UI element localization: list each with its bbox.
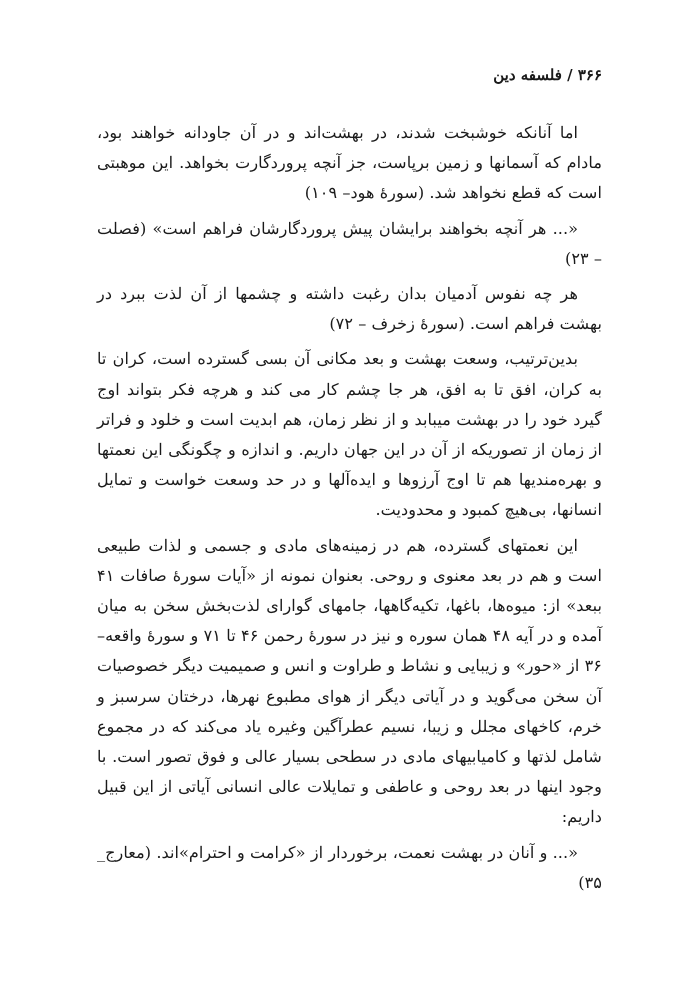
paragraph: هر چه نفوس آدمیان بدان رغبت داشته و چشمها از آن لذت ببرد در بهشت فراهم است. (سورهٔ زخرف – ۷۲) [97, 284, 602, 334]
body-text [97, 118, 602, 898]
running-header: ۳۶۶ / فلسفه دین [493, 66, 602, 84]
paragraph: «... و آنان در بهشت نعمت، برخوردار از «کرامت و احترام»اند. (معارج_ ۳۵) [97, 842, 602, 892]
paragraph: «... هر آنچه بخواهند برایشان پیش پروردگارشان فراهم است» (فصلت – ۲۳) [97, 218, 602, 268]
paragraph: این نعمتهای گسترده، هم در زمینه‌های مادی و جسمی و لذات طبیعی است و هم در بعد معنوی و روحی. بعنوان نمونه از «آیات سورهٔ صافات ۴۱ ببعد» از: میوه‌ها، باغها، تکیه‌گاهها، جامهای گوارای لذت‌بخش سخن به میان آمده و در آیه ۴۸ همان سوره و نیز در سورهٔ رحمن ۴۶ تا ۷۱ و سورهٔ واقعه– ۳۶ از «حور» و زیبایی و نشاط و طراوت و انس و صمیمیت دیگر خصوصیات آن سخن می‌گوید و در آیاتی دیگر از هوای مطبوع نهرها، درختان سرسبز و خرم، کاخهای مجلل و زیبا، نسیم عطرآگین وغیره یاد می‌کند که در مجموع شامل لذتها و کامیابیهای مادی در سطحی بسیار عالی و فوق تصور است. با وجود اینها در بعد روحی و عاطفی و تمایلات عالی انسانی آیاتی از این قبیل داریم: [97, 535, 602, 827]
paragraph: اما آنانکه خوشبخت شدند، در بهشت‌اند و در آن جاودانه خواهند بود، مادام که آسمانها و زمین برپاست، جز آنچه پروردگارت بخواهد. این موهبتی است که قطع نخواهد شد. (سورهٔ هود– ۱۰۹) [97, 123, 602, 203]
paragraph: بدین‌ترتیب، وسعت بهشت و بعد مکانی آن بسی گسترده است، کران تا به کران، افق تا به افق، هر جا چشم کار می کند و هرچه فکر بتواند اوج گیرد خود را در بهشت میبابد و از نظر زمان، هم ابدیت است و خلود و فراتر از زمان از تصوریکه از آن در این جهان داریم. و اندازه و چگونگی این نعمتها و بهره‌مندیها هم تا اوج آرزوها و ایده‌آلها و در حد وسعت خواست و تمایل انسانها، بی‌هیچ کمبود و محدودیت. [97, 349, 602, 520]
